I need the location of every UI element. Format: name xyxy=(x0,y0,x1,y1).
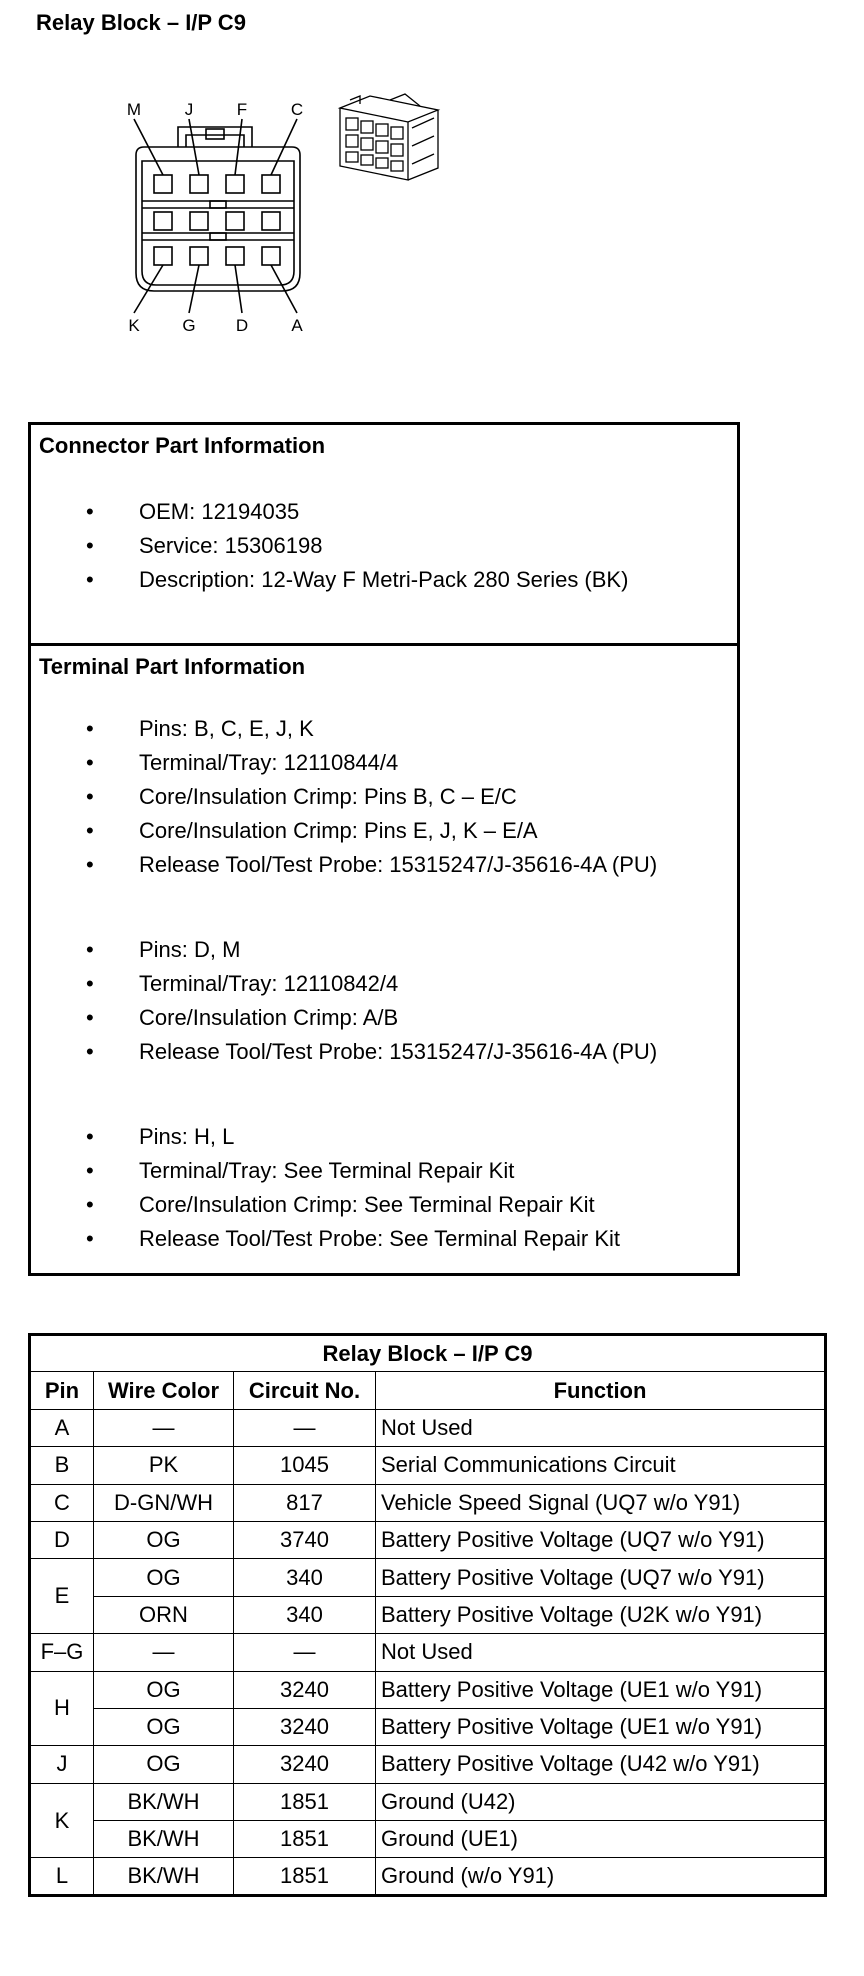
function-cell: Battery Positive Voltage (UQ7 w/o Y91) xyxy=(376,1559,826,1596)
circuit-number-cell: 3240 xyxy=(234,1708,376,1745)
table-row xyxy=(30,1596,826,1633)
list-item: • Core/Insulation Crimp: See Terminal Repair Kit xyxy=(31,1188,620,1222)
function-cell: Battery Positive Voltage (U42 w/o Y91) xyxy=(376,1746,826,1783)
pin-cell: C xyxy=(30,1484,94,1521)
pin-label-a: A xyxy=(291,316,303,335)
function-cell: Battery Positive Voltage (U2K w/o Y91) xyxy=(376,1596,826,1633)
function-cell: Battery Positive Voltage (UE1 w/o Y91) xyxy=(376,1708,826,1745)
list-item: • Core/Insulation Crimp: Pins B, C – E/C xyxy=(31,780,657,814)
pin-cell: J xyxy=(30,1746,94,1783)
wire-color-cell: OG xyxy=(94,1521,234,1558)
pinout-table-body xyxy=(30,1409,826,1895)
list-item: • Pins: D, M xyxy=(31,933,657,967)
terminal-group-2 xyxy=(31,933,657,1069)
function-cell: Ground (UE1) xyxy=(376,1821,826,1858)
pin-cell: H xyxy=(30,1671,94,1746)
table-row xyxy=(30,1559,826,1596)
page-title: Relay Block – I/P C9 xyxy=(36,10,246,35)
pin-cell: B xyxy=(30,1447,94,1484)
column-header-wire-color: Wire Color xyxy=(94,1372,234,1409)
list-item: • Terminal/Tray: 12110844/4 xyxy=(31,746,657,780)
wire-color-cell: PK xyxy=(94,1447,234,1484)
table-row xyxy=(30,1708,826,1745)
wire-color-cell: D-GN/WH xyxy=(94,1484,234,1521)
connector-part-list xyxy=(31,495,628,597)
table-row xyxy=(30,1671,826,1708)
circuit-number-cell: 340 xyxy=(234,1559,376,1596)
list-item: • Terminal/Tray: 12110842/4 xyxy=(31,967,657,1001)
connector-isometric-illustration xyxy=(330,88,450,198)
wire-color-cell: ORN xyxy=(94,1596,234,1633)
terminal-part-section xyxy=(31,646,737,1273)
function-cell: Serial Communications Circuit xyxy=(376,1447,826,1484)
wire-color-cell: — xyxy=(94,1409,234,1446)
pin-label-c: C xyxy=(290,100,304,119)
pin-cell: A xyxy=(30,1409,94,1446)
circuit-number-cell: 1851 xyxy=(234,1821,376,1858)
pin-label-g: G xyxy=(182,316,196,335)
function-cell: Vehicle Speed Signal (UQ7 w/o Y91) xyxy=(376,1484,826,1521)
column-header-pin: Pin xyxy=(30,1372,94,1409)
pin-label-m: M xyxy=(126,100,142,119)
wire-color-cell: OG xyxy=(94,1559,234,1596)
terminal-part-heading: Terminal Part Information xyxy=(39,654,306,679)
pin-label-k: K xyxy=(128,316,140,335)
table-row xyxy=(30,1484,826,1521)
circuit-number-cell: 3240 xyxy=(234,1671,376,1708)
wire-color-cell: BK/WH xyxy=(94,1821,234,1858)
circuit-number-cell: 1045 xyxy=(234,1447,376,1484)
list-item: • Pins: B, C, E, J, K xyxy=(31,712,657,746)
wire-color-cell: OG xyxy=(94,1746,234,1783)
function-cell: Not Used xyxy=(376,1409,826,1446)
column-header-circuit-no: Circuit No. xyxy=(234,1372,376,1409)
circuit-number-cell: — xyxy=(234,1409,376,1446)
table-row xyxy=(30,1821,826,1858)
pin-cell: F–G xyxy=(30,1634,94,1671)
table-row xyxy=(30,1858,826,1895)
pin-cell: E xyxy=(30,1559,94,1634)
table-title: Relay Block – I/P C9 xyxy=(30,1335,826,1372)
pin-cell: D xyxy=(30,1521,94,1558)
circuit-number-cell: — xyxy=(234,1634,376,1671)
wire-color-cell: BK/WH xyxy=(94,1858,234,1895)
circuit-number-cell: 340 xyxy=(234,1596,376,1633)
table-row xyxy=(30,1746,826,1783)
connector-face-diagram xyxy=(110,95,330,340)
table-row xyxy=(30,1447,826,1484)
function-cell: Battery Positive Voltage (UQ7 w/o Y91) xyxy=(376,1521,826,1558)
terminal-group-1 xyxy=(31,712,657,882)
pin-label-j: J xyxy=(184,100,194,119)
circuit-number-cell: 1851 xyxy=(234,1858,376,1895)
circuit-number-cell: 817 xyxy=(234,1484,376,1521)
function-cell: Battery Positive Voltage (UE1 w/o Y91) xyxy=(376,1671,826,1708)
list-item: • Release Tool/Test Probe: See Terminal Repair Kit xyxy=(31,1222,620,1256)
list-item: • Pins: H, L xyxy=(31,1120,620,1154)
circuit-number-cell: 3740 xyxy=(234,1521,376,1558)
function-cell: Ground (w/o Y91) xyxy=(376,1858,826,1895)
list-item: • Release Tool/Test Probe: 15315247/J-35616-4A (PU) xyxy=(31,848,657,882)
connector-part-heading: Connector Part Information xyxy=(39,433,326,458)
column-header-function: Function xyxy=(376,1372,826,1409)
list-item: • Terminal/Tray: See Terminal Repair Kit xyxy=(31,1154,620,1188)
pin-label-f: F xyxy=(236,100,248,119)
terminal-group-3 xyxy=(31,1120,620,1256)
pinout-table xyxy=(28,1333,827,1897)
wire-color-cell: OG xyxy=(94,1671,234,1708)
table-row xyxy=(30,1634,826,1671)
wire-color-cell: OG xyxy=(94,1708,234,1745)
pin-cell: K xyxy=(30,1783,94,1858)
list-item: • Release Tool/Test Probe: 15315247/J-35616-4A (PU) xyxy=(31,1035,657,1069)
table-row xyxy=(30,1409,826,1446)
connector-part-section xyxy=(31,425,737,646)
pin-cell: L xyxy=(30,1858,94,1895)
list-item: • OEM: 12194035 xyxy=(31,495,628,529)
list-item: • Description: 12-Way F Metri-Pack 280 Series (BK) xyxy=(31,563,628,597)
circuit-number-cell: 3240 xyxy=(234,1746,376,1783)
wire-color-cell: — xyxy=(94,1634,234,1671)
table-row xyxy=(30,1521,826,1558)
function-cell: Not Used xyxy=(376,1634,826,1671)
part-information-box xyxy=(28,422,740,1276)
list-item: • Core/Insulation Crimp: Pins E, J, K – E/A xyxy=(31,814,657,848)
table-row xyxy=(30,1783,826,1820)
circuit-number-cell: 1851 xyxy=(234,1783,376,1820)
list-item: • Core/Insulation Crimp: A/B xyxy=(31,1001,657,1035)
wire-color-cell: BK/WH xyxy=(94,1783,234,1820)
pin-label-d: D xyxy=(235,316,249,335)
list-item: • Service: 15306198 xyxy=(31,529,628,563)
function-cell: Ground (U42) xyxy=(376,1783,826,1820)
